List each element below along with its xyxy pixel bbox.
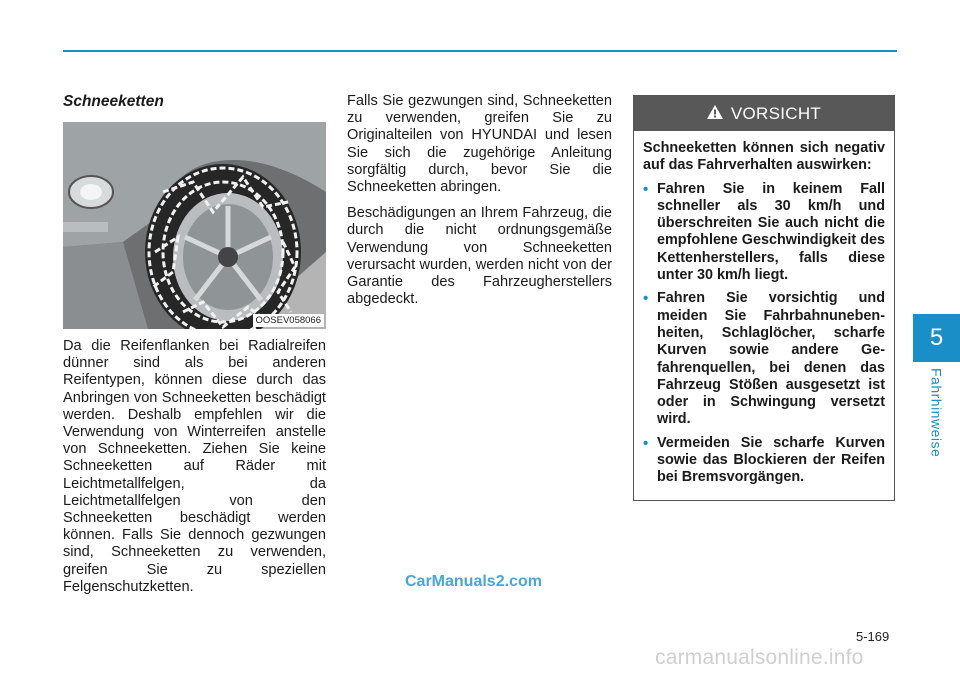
section-title: Schneeketten [63, 93, 164, 110]
caution-body [634, 131, 894, 487]
caution-item [643, 435, 885, 487]
caution-item [643, 181, 885, 285]
caution-item-text: Vermeiden Sie scharfe Kurven sowie das Blockieren der Reifen bei Bremsvorgängen. [657, 434, 885, 486]
caution-box [633, 95, 895, 501]
photo-code: OOSEV058066 [253, 314, 325, 327]
bullet-dot-icon: • [643, 434, 649, 452]
caution-title: VORSICHT [730, 103, 822, 123]
watermark-link[interactable]: CarManuals2.com [405, 573, 542, 590]
bullet-dot-icon: • [643, 290, 649, 308]
top-rule [63, 50, 897, 52]
chapter-label: Fahrhinweise [928, 368, 945, 458]
caution-header [634, 96, 894, 131]
caution-list [643, 181, 885, 487]
chapter-number-tab [913, 314, 960, 362]
left-paragraph: Da die Reifenflanken bei Radialreifen dünner sind als bei anderen Reifentypen, können diese durch das Anbringen von Schneeketten beschädigt werden. Deshalb empfehlen wir die Verwendung von Winterreifen anstelle von Schneeketten. Ziehen Sie keine Schneeketten auf Räder mit Leichtmetallfelgen, da Leichtmetallfelgen von den Schneeketten beschädigt werden können. Falls Sie dennoch gezwungen sind, Schneeketten zu verwenden, greifen Sie zu speziellen Felgenschutzketten. [63, 338, 326, 595]
caution-item-text: Fahren Sie in keinem Fall schneller als 30 km/h und überschreiten Sie auch nicht die empfohlene Geschwindigkeit des Kettenherstellers, falls diese unter 30 km/h liegt. [657, 180, 885, 284]
warning-triangle-icon [707, 104, 723, 124]
left-column [63, 338, 326, 596]
page-number: 5-169 [856, 629, 890, 644]
caution-intro: Schneeketten können sich negativ auf das Fahrverhalten auswirken: [643, 140, 885, 174]
caution-item-text: Fahren Sie vorsichtig und meiden Sie Fahrbahnunebenheiten, Schlaglöcher, scharfe Kurven sowie andere Gefahrenquellen, bei denen das Fahrzeug Stößen ausgesetzt ist oder in Schwingung versetzt wird. [657, 290, 885, 428]
snow-chain-photo [63, 122, 326, 329]
footer-watermark: carmanualsonline.info [655, 646, 864, 669]
middle-paragraph-2: Beschädigungen an Ihrem Fahrzeug, die durch die nicht ordnungsgemäße Verwendung von Schneeketten verursacht wurden, werden nicht von der Garantie des Fahrzeugherstellers abgedeckt. [347, 205, 612, 308]
middle-paragraph-1: Falls Sie gezwungen sind, Schneeketten zu verwenden, greifen Sie zu Originalteilen von HYUNDAI und lesen Sie sich die zugehörige Anleitung sorgfältig durch, bevor Sie die Schneeketten abringen. [347, 93, 612, 196]
snow-chain-illustration [63, 122, 326, 329]
middle-column [347, 93, 612, 317]
chapter-number: 5 [929, 324, 944, 351]
bullet-dot-icon: • [643, 180, 649, 198]
caution-item [643, 290, 885, 428]
